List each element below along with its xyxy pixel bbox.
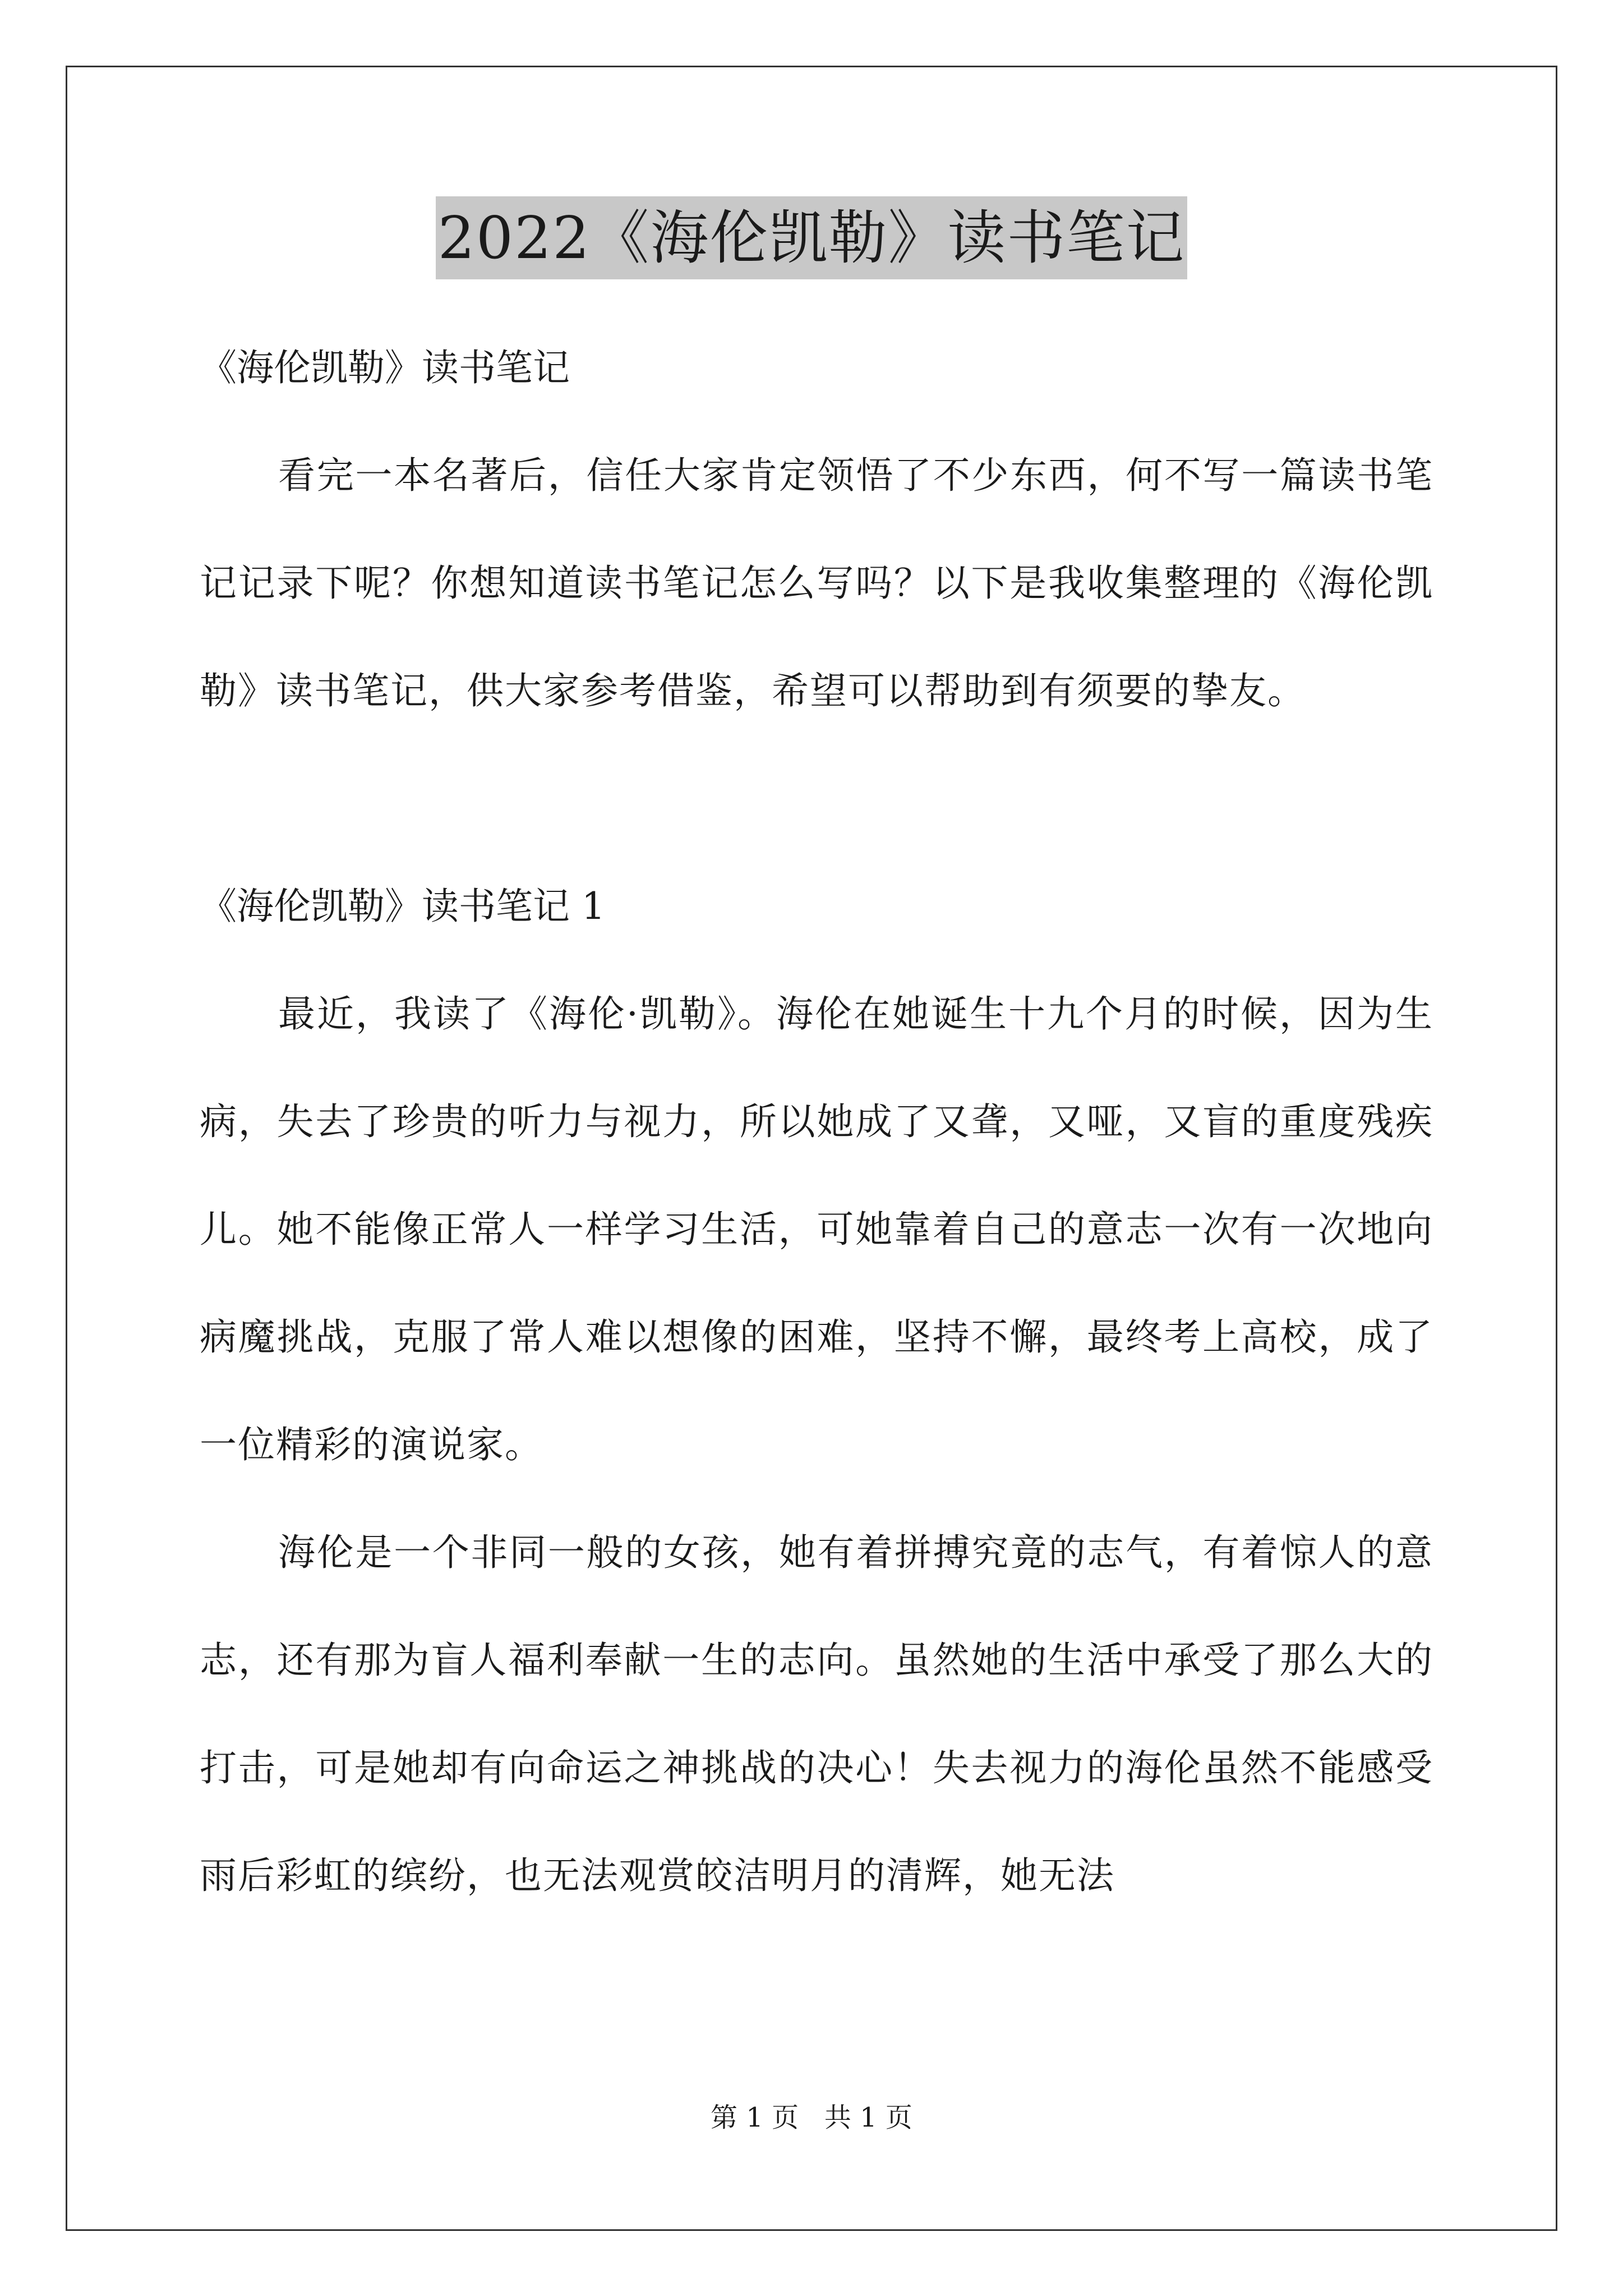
title-container [0, 196, 1623, 279]
document-title: 2022《海伦凯勒》读书笔记 [436, 196, 1188, 279]
subtitle: 《海伦凯勒》读书笔记 [200, 346, 570, 389]
intro-paragraph: 看完一本名著后，信任大家肯定领悟了不少东西，何不写一篇读书笔记记录下呢？你想知道读书笔记怎么写吗？以下是我收集整理的《海伦凯勒》读书笔记，供大家参考借鉴，希望可以帮助到有须要的挚友。 [200, 454, 1433, 712]
body-paragraph: 海伦是一个非同一般的女孩，她有着拼搏究竟的志气，有着惊人的意志，还有那为盲人福利奉献一生的志向。虽然她的生活中承受了那么大的打击，可是她却有向命运之神挑战的决心！失去视力的海伦虽然不能感受雨后彩虹的缤纷，也无法观赏皎洁明月的清辉，她无法 [200, 1531, 1433, 1897]
page-footer: 第 1 页 共 1 页 [711, 2102, 912, 2133]
section-heading: 《海伦凯勒》读书笔记 1 [200, 885, 605, 928]
body-paragraph: 最近，我读了《海伦·凯勒》。海伦在她诞生十九个月的时候，因为生病，失去了珍贵的听力与视力，所以她成了又聋，又哑，又盲的重度残疾儿。她不能像正常人一样学习生活，可她靠着自己的意志一次有一次地向病魔挑战，克服了常人难以想像的困难，坚持不懈，最终考上高校，成了一位精彩的演说家。 [200, 992, 1433, 1466]
section-spacer [200, 745, 1433, 853]
document-body [200, 314, 1433, 1930]
